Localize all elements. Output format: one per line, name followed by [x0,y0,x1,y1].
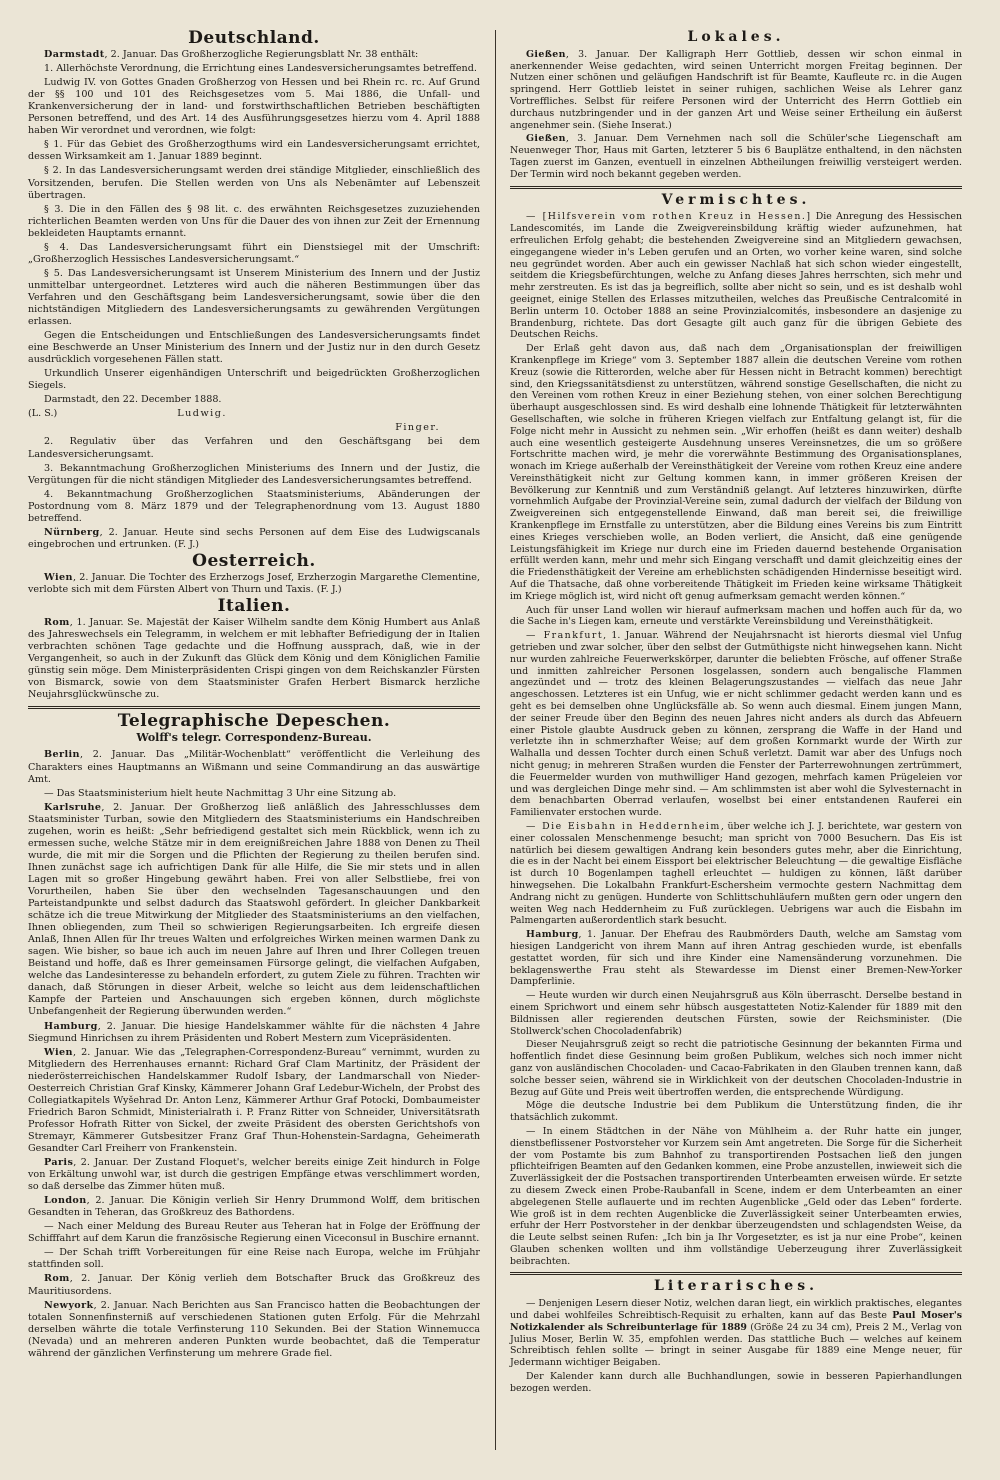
article-paris [28,1157,480,1193]
seal-mark: (L. S.) [28,408,58,420]
article-text: , über welche ich J. J. berichtete, war gestern von einer colossalen Menschenmenge besucht; man spricht von 7000 Besuchern. Das Eis ist natürlich bei diesem gewaltigen Andrang kein besonders gutes mehr, aber die Einrichtung, die es in der Nacht bei einem Eissport bei elektrischer Beleuchtung — die gewaltige Eisfläche ist durch 10 Bogenlampen taghell erleuchtet — huldigen zu können, läßt darüber hinwegsehen. Die Lokalbahn Frankfurt-Eschersheim vermochte gestern Nachmittag dem Andrang nicht zu genügen. Hunderte von Schlittschuhläufern mußten gern oder ungern den weiten Weg nach Heddernheim zu Fuß zurücklegen. Uebrigens war auch die Eisbahn im Palmengarten außerordentlich stark besucht. [510,821,963,927]
seal-line [28,408,480,420]
paragraph: — Der Schah trifft Vorbereitungen für eine Reise nach Europa, welche im Frühjahr stattfinden soll. [28,1247,480,1271]
paragraph: — Das Staatsministerium hielt heute Nachmittag 3 Uhr eine Sitzung ab. [44,787,397,799]
right-column [510,28,962,1397]
paragraph: § 2. In das Landesversicherungsamt werden drei ständige Mitglieder, einschließlich des Vorsitzenden, berufen. Die Stellen werden von Uns als Nebenämter auf Lebenszeit übertragen. [28,165,480,201]
article-giessen-1 [510,49,962,132]
article-text: , 2. Januar. Wie das „Telegraphen-Correspondenz-Bureau“ vernimmt, wurden zu Mitgliedern des Herrenhauses ernannt: Richard Graf Clam Martinitz, der Präsident der niederösterreichischen Handelskammer Rudolf Isbary, der Landmarschall von Nieder-Oesterreich Christian Graf Kinsky, Kämmerer Johann Graf Ledebur-Wicheln, der Probst des Collegiatkapitels Wyšehrad Dr. Anton Lenz, Kämmerer Arthur Graf Potocki, Dombaumeister Friedrich Baron Schmidt, Ministerialrath i. P. Franz Ritter von Schneider, Universitätsrath Professor Hofrath Ritter von Sickel, der zweite Präsident des obersten Gerichtshofs von Stremayr, Kämmerer Gutsbesitzer Franz Graf Thun-Hohenstein-Sardagna, Geheimerath Gesandter Carl Freiherr von Frankenstein. [28,1046,480,1154]
paragraph: Der Erlaß geht davon aus, daß nach dem „Organisationsplan der freiwilligen Krankenpflege im Kriege“ vom 3. September 1887 allein die deutschen Vereine vom rothen Kreuz (sowie die Ritterorden, welche aber für Hessen nicht in Betracht kommen) berechtigt sind, den Kriegssanitätsdienst zu unterstützen, während sonstige Gesellschaften, die nicht zu den Vereinen vom rothen Kreuz in einer Beziehung stehen, von einer solchen Berechtigung überhaupt ausgeschlossen sind. Es wird deshalb eine lohnende Thätigkeit für letzterwähnten Gesellschaften, wie solche in früheren Kriegen vielfach zur Entfaltung gelangt ist, für die Folge nicht mehr in Aussicht zu nehmen sein. „Wir erhoffen (heißt es dann weiter) deshalb auch eine wesentlich gesteigerte Ausdehnung unseres Vereinsnetzes, die um so größere Fortschritte machen wird, je mehr die vorerwähnte Bestimmung des Organisationsplanes, wonach im Kriege außerhalb der Vereinsthätigkeit der Vereine vom rothen Kreuz eine andere Vereinsthätigkeit nicht zur Geltung kommen kann, in immer größeren Kreisen der Bevölkerung zur Kenntniß und zum Verständniß gelangt. Auf letzteres hinzuwirken, dürfte vornehmlich Aufgabe der Provinzial-Vereine sein, zumal dadurch der vielfach der Bildung von Zweigvereinen sich entgegenstellende Einwand, daß man bereit sei, die freiwillige Krankenpflege im Ernstfalle zu unterstützen, aber die Bildung eines Vereins bis zum Eintritt eines Krieges verschieben wolle, an Boden verliert, die Ansicht, daß eine genügende Leistungsfähigkeit im Kriege nur durch eine im Frieden dauernd bestehende Organisation erfüllt werden kann, mehr und mehr sich Eingang verschafft und damit gleichzeitig eines der die Friedensthätigkeit der Vereine am erheblichsten schädigenden Hindernisse beseitigt wird. Auf die Thatsache, daß ohne vorbereitende Thätigkeit im Frieden keine wirksame Thätigkeit im Kriege möglich ist, wird nicht oft genug aufmerksam gemacht werden können.“ [510,343,962,602]
dateline: — [Hilfsverein vom rothen Kreuz in Hessen.] [526,211,812,223]
article-text: , 2. Januar. Die Königin verlieh Sir Henry Drummond Wolff, dem britischen Gesandten in Teheran, das Großkreuz des Bathordens. [28,1195,480,1219]
paragraph: Urkundlich Unserer eigenhändigen Unterschrift und beigedrückten Großherzoglichen Siegels. [28,368,480,392]
article-koeln: — Heute wurden wir durch einen Neujahrsgruß aus Köln überrascht. Derselbe bestand in einem Sprichwort und einem sehr hübsch ausgestatteten Notiz-Kalender für 1889 mit den Bildnissen aller regierenden deutschen Fürsten, sowie der Reichsminister. (Die Stollwerck'schen Chocoladenfabrik) [510,990,962,1037]
paragraph: — Nach einer Meldung des Bureau Reuter aus Teheran hat in Folge der Eröffnung der Schifffahrt auf dem Karun die französische Regierung einen Viceconsul in Buschire ernannt. [28,1221,480,1245]
section-heading-oesterreich: Oesterreich. [192,550,316,571]
dateline: London [44,1195,87,1207]
paragraph: 4. Bekanntmachung Großherzoglichen Staatsministeriums, Abänderungen der Postordnung vom 8. März 1879 und der Telegraphenordnung vom 13. August 1880 betreffend. [28,488,480,524]
article-text: , 2. Januar. Die Tochter des Erzherzogs Josef, Erzherzogin Margarethe Clementine, verlobte sich mit dem Fürsten Albert von Thurn und Taxis. (F. J.) [28,571,480,595]
article-rom-telegr [28,1273,480,1297]
paragraph: § 1. Für das Gebiet des Großherzogthums wird ein Landesversicherungsamt errichtet, dessen Wirksamkeit am 1. Januar 1889 beginnt. [28,139,480,163]
section-divider [510,1272,962,1275]
section-heading-vermischtes: Vermischtes. [661,191,811,208]
section-heading-italien: Italien. [217,596,291,617]
section-heading-deutschland: Deutschland. [188,28,320,48]
article-berlin [28,749,480,785]
column-divider [495,30,496,1450]
article-karlsruhe [28,802,480,1019]
article-nuernberg [28,527,480,551]
article-text: , 3. Januar. Dem Vernehmen nach soll die Schüler'sche Liegenschaft am Neuenweger Thor, Haus mit Garten, letzterer 5 bis 6 Bauplätze enthaltend, in den nächsten Tagen zuerst im Ganzen, eventuell in einzelnen Abtheilungen freiwillig versteigert werden. Der Termin wird noch bekannt gegeben werden. [510,133,962,180]
article-text: (Größe 24 zu 34 cm), Preis 2 M., Verlag von Julius Moser, Berlin W. 35, empfohlen werden. Das stattliche Buch — welches auf keinem Schreibtisch fehlen sollte — bringt in seiner Ausgabe für 1889 eine Menge neuer, für Jedermann wichtiger Beigaben. [510,1321,962,1369]
paragraph: Dieser Neujahrsgruß zeigt so recht die patriotische Gesinnung der bekannten Firma und hoffentlich findet diese Gesinnung beim großen Publikum, welches sich noch immer nicht ganz von ausländischen Chocoladen- und Cacao-Fabrikaten in den Glauben trennen kann, daß solche besser seien, während sie in Wirklichkeit von der deutschen Chocoladen-Industrie in Bezug auf Güte und Preis weit übertroffen werden, die entsprechende Würdigung. [510,1039,962,1098]
article-newyork [28,1300,480,1360]
paragraph: Auch für unser Land wollen wir hierauf aufmerksam machen und hoffen auch für da, wo die Sache in's Liegen kam, erneute und verstärkte Vereinsbildung und Vereinsthätigkeit. [510,604,962,628]
dateline: Wien [44,1046,73,1058]
dateline: Gießen [526,133,566,145]
dateline: Nürnberg [44,526,100,538]
section-subheading: Wolff's telegr. Correspondenz-Bureau. [136,731,372,745]
article-wien [28,572,480,596]
dateline: Hamburg [44,1020,98,1032]
signature-finger: Finger. [395,422,440,434]
article-rom [28,617,480,701]
article-text: Die Anregung des Hessischen Landescomités, im Lande die Zweigvereinsbildung kräftig wieder aufzunehmen, hat erfreulichen Erfolg gehabt; die bestehenden Zweigvereine sind an Mitgliedern gewachsen, eingegangene wieder in's Leben gerufen und an Orten, wo vorher keine waren, sind solche neu gegründet worden. Aber auch ein gewisser Nachlaß hat sich schon wieder eingestellt, seitdem die Kriegsbefürchtungen, welche zu Anfang dieses Jahres herrschten, sich mehr und mehr zerstreuten. Es ist das ja begreiflich, sollte aber nicht so sein, und es ist deshalb wohl geeignet, einige Stellen des Erlasses mitzutheilen, welches das Preußische Centralcomité in Berlin unterm 10. October 1888 an seine Provinzialcomités, insbesondere an dasjenige zu Brandenburg, richtete. Das dort Gesagte gilt auch ganz für die übrigen Gebiete des Deutschen Reichs. [510,211,962,341]
dateline: Gießen [526,48,566,60]
dateline: Berlin [44,749,80,761]
left-column [28,28,480,1362]
book-title: Paul Moser's Notizkalender als Schreibunterlage für 1889 [510,1310,962,1333]
paragraph: Möge die deutsche Industrie bei dem Publikum die Unterstützung finden, die ihr thatsächlich zukommt. [510,1100,962,1124]
paragraph: Ludwig IV. von Gottes Gnaden Großherzog von Hessen und bei Rhein rc. rc. Auf Grund der §§ 100 und 101 des Reichsgesetzes vom 5. Mai 1886, die Unfall- und Krankenversicherung der in land- und forstwirthschaftlichen Betrieben beschäftigten Personen betreffend, und des Art. 14 des Ausführungsgesetzes hierzu vom 4. April 1888 haben Wir verordnet und verordnen, wie folgt: [28,77,480,137]
article-text: , 2. Januar. Der König verlieh dem Botschafter Bruck das Großkreuz des Mauritiusordens. [28,1273,480,1297]
article-wien-telegr [28,1047,480,1155]
dateline: Paris [44,1157,74,1169]
article-text: , 2. Januar. Das Großherzogliche Regierungsblatt Nr. 38 enthält: [104,49,419,61]
article-frankfurt [510,630,962,819]
article-text: , 1. Januar. Se. Majestät der Kaiser Wilhelm sandte dem König Humbert aus Anlaß des Jahreswechsels ein Telegramm, in welchem er mit lebhafter Befriedigung der in Italien verbrachten schönen Tage gedachte und die Hoffnung aussprach, daß, wie in der Vergangenheit, so auch in der Zukunft das Glück dem König und dem Königlichen Familie günstig sein möge. Dem Ministerpräsidenten Crispi gingen von dem Reichskanzler Fürsten von Bismarck, sowie von dem Staatsminister Grafen Herbert Bismarck herzliche Neujahrsglückwünsche zu. [28,617,480,701]
dateline: Darmstadt [44,49,105,61]
article-text: , 2. Januar. Der Großherzog ließ anläßlich des Jahresschlusses dem Staatsminister Turban, sowie den Mitgliedern des Staatsministeriums ein Handschreiben zugehen, worin es heißt: „Sehr befriedigend gestaltet sich mein Rückblick, wenn ich zu ermessen suche, welche Stätze mir in dem ereignißreichen Jahre 1888 von Denen zu Theil wurde, die mit mir die Sorgen und die Pflichten der Regierung zu theilen berufen sind. Ihnen zunächst sage ich aufrichtigen Dank für alle Hilfe, die Sie mir stets und in allen Lagen mit so großer Hingebung gewährt haben. Frei von aller Selbstliebe, frei von Vorurtheilen, haben Sie über den wechselnden Tagesanschauungen und den Parteistandpunkte und selbst dadurch das Staatswohl gefördert. In gleicher Dankbarkeit schätze ich die treue Mitwirkung der Mitglieder des Staatsministeriums an den vielfachen, Ihnen obliegenden, zum Theil so schwierigen Regierungsarbeiten. Ich ergreife diesen Anlaß, Ihnen Allen für Ihr treues Walten und erfolgreiches Wirken meinen warmen Dank zu sagen. Wie bisher, so baue ich auch im neuen Jahre auf Ihren und Ihrer Collegen treuen Beistand und hoffe, daß es Ihrer gemeinsamen Fürsorge gelingt, die vielfachen Aufgaben, welche das Landesinteresse zu behandeln erfordert, zu gutem Ziele zu führen. Trachten wir danach, daß Störungen in dieser Arbeit, welche so leicht aus dem leidenschaftlichen Kampfe der Parteien und Anschauungen sich ergeben können, durch möglichste Unbefangenheit der Regierung überwunden werden.“ [28,801,480,1018]
paragraph: Gegen die Entscheidungen und Entschließungen des Landesversicherungsamts findet eine Beschwerde an Unser Ministerium des Innern und der Justiz nur in den durch Gesetz ausdrücklich vorgesehenen Fällen statt. [28,330,480,366]
article-hamburg-vermischtes [510,929,962,988]
dateline: Karlsruhe [44,801,102,813]
paragraph: 1. Allerhöchste Verordnung, die Errichtung eines Landesversicherungsamtes betreffend. [44,63,477,75]
paragraph: 2. Regulativ über das Verfahren und den Geschäftsgang bei dem Landesversicherungsamt. [28,436,480,460]
article-text: , 1. Januar. Der Ehefrau des Raubmörders Dauth, welche am Samstag vom hiesigen Landgericht von ihrem Mann auf ihren Antrag geschieden wurde, ist ebenfalls gestattet worden, für sich und ihre Kinder eine Namensänderung vorzunehmen. Die beklagenswerthe Frau steht als Stewardesse im Dienst einer Bremen-New-Yorker Dampferlinie. [510,929,962,988]
dateline: Rom [44,1273,70,1285]
article-literarisches [510,1298,962,1369]
place-date: Darmstadt, den 22. December 1888. [44,394,222,406]
paragraph: 3. Bekanntmachung Großherzoglichen Ministeriums des Innern und der Justiz, die Vergütungen für die nicht ständigen Mitglieder des Landesversicherungsamtes betreffend. [28,462,480,486]
article-text: , 3. Januar. Der Kalligraph Herr Gottlieb, dessen wir schon einmal in anerkennender Weise gedachten, wird seinen Unterricht morgen Freitag beginnen. Der Nutzen einer schönen und geläufigen Handschrift ist für Beamte, Kaufleute rc. in die Augen springend. Herr Gottlieb leistet in seiner ruhigen, sachlichen Weise als Lehrer ganz Vortreffliches. Selbst für reifere Personen wird der Unterricht des Herrn Gottlieb ein durchaus nutzbringender und in der ganzen Art und Weise seiner Ertheilung ein äußerst angenehmer sein. (Siehe Inserat.) [510,48,962,131]
article-text: — Denjenigen Lesern dieser Notiz, welchen daran liegt, ein wirklich praktisches, elegantes und dabei wohlfeiles Schreibtisch-Requisit zu erhalten, kann auf das Beste [510,1298,962,1322]
dateline: Wien [44,571,73,583]
article-london [28,1195,480,1219]
paragraph: § 4. Das Landesversicherungsamt führt ein Dienstsiegel mit der Umschrift: „Großherzoglich Hessisches Landesversicherungsamt.“ [28,241,480,265]
section-divider [510,186,962,189]
article-giessen-2 [510,133,962,180]
paragraph: Der Kalender kann durch alle Buchhandlungen, sowie in besseren Papierhandlungen bezogen werden. [510,1371,962,1394]
dateline: — Frankfurt [526,630,604,642]
article-muelheim: — In einem Städtchen in der Nähe von Mühlheim a. der Ruhr hatte ein junger, dienstbeflissener Postvorsteher vor Kurzem sein Amt angetreten. Die Sorge für die Sicherheit der vom Postamte bis zum Bahnhof zu transportirenden Postsachen ließ den jungen pflichteifrigen Beamten auf den Gedanken kommen, eine Probe anzustellen, inwieweit sich die Zuverlässigkeit der die Postsachen transportirenden Unterbeamten erweisen würde. Er setzte zu diesem Zweck einen Probe-Raubanfall in Scene, indem er dem Unterbeamten an einer abgelegenen Stelle auflauerte und im rechten Augenblicke „Geld oder das Leben“ forderte. Wie groß ist in dem rechten Augenblicke die Zuverlässigkeit seiner Unterbeamten erwies, erfuhr der Herr Postvorsteher in der denkbar überzeugendsten und schlagendsten Weise, da die Leute selbst seinen Rufen: „Ich bin ja Ihr Vorgesetzter, es ist ja nur eine Probe“, keinen Glauben schenken wollten und ihm vollständige Ueberzeugung ihrer Zuverlässigkeit beibrachten. [510,1125,962,1267]
article-darmstadt [28,49,480,525]
dateline: Rom [44,617,70,629]
article-text: , 2. Januar. Heute sind sechs Personen auf dem Eise des Ludwigscanals eingebrochen und ertrunken. (F. J.) [28,526,480,550]
article-eisbahn [510,821,962,927]
article-text: , 2. Januar. Das „Militär-Wochenblatt“ veröffentlicht die Verleihung des Charakters eines Hauptmanns an Wißmann und seine Commandirung an das auswärtige Amt. [28,749,480,785]
paragraph: § 3. Die in den Fällen des § 98 lit. c. des erwähnten Reichsgesetzes zuzuziehenden richterlichen Beamten werden von Uns für die Dauer des von ihnen zur Zeit der Ernennung bekleideten Hauptamts ernannt. [28,203,480,239]
paragraph: § 5. Das Landesversicherungsamt ist Unserem Ministerium des Innern und der Justiz unmittelbar untergeordnet. Letzteres wird auch die näheren Bestimmungen über das Verfahren und den Geschäftsgang beim Landesversicherungsamt, sowie über die den nichtständigen Mitgliedern des Landesversicherungsamts zu gewährenden Vergütungen erlassen. [28,267,480,328]
article-text: , 1. Januar. Während der Neujahrsnacht ist hierorts diesmal viel Unfug getrieben und zwar solcher, über den selbst der Gutmüthigste nicht hinwegsehen kann. Nicht nur wurden zahlreiche Feuerwerkskörper, darunter die beliebten Frösche, auf offener Straße und inmitten zahlreicher Personen losgelassen, sondern auch bengalische Flammen angezündet und — trotz des kleinen Belagerungszustandes — vielfach das neue Jahr angeschossen. Letzteres ist ein Unfug, wie er nicht schlimmer gedacht werden kann und es geht es bei demselben ohne Unglücksfälle ab. So wenn auch diesmal. Einem jungen Mann, der seiner Freude über den Beginn des neuen Jahres nicht anders als durch das Abfeuern einer Pistole glaubte Ausdruck geben zu können, zersprang die Waffe in der Hand und verletzte ihn in schmerzhafter Weise; auf dem großen Kornmarkt wurde der Wirth zur Walhalla und dessen Tochter durch einen Schuß verletzt. Damit war aber des Unfugs noch nicht genug; in mehreren Straßen wurden die Fenster der Parterrewohnungen zertrümmert, die Feuermelder wurden von muthwilliger Hand gezogen, mehrfach kamen Prügeleien vor und was dergleichen Dinge mehr sind. — Am schlimmsten ist aber wohl die Sylvesternacht in dem benachbarten Oberrad verlaufen, woselbst bei einer entstandenen Rauferei ein Familienvater erstochen wurde. [510,630,962,819]
dateline: Newyork [44,1299,94,1311]
dateline: Hamburg [526,929,579,941]
signature-ludwig: Ludwig. [177,408,227,420]
section-divider [28,706,480,709]
section-heading-lokales: Lokales. [687,29,785,45]
article-text: , 2. Januar. Der Zustand Floquet's, welcher bereits einige Zeit hindurch in Folge von Erkältung unwohl war, ist durch die gestrigen Empfänge etwas verschlimmert worden, so daß derselbe das Zimmer hüten muß. [28,1157,480,1193]
section-heading-literarisches: Literarisches. [654,1278,818,1295]
article-text: , 2. Januar. Die hiesige Handelskammer wählte für die nächsten 4 Jahre Siegmund Hinrichsen zu ihrem Präsidenten und Robert Mestern zum Vicepräsidenten. [28,1020,480,1044]
section-heading-telegraphische-depeschen: Telegraphische Depeschen. [117,711,391,732]
article-text: , 2. Januar. Nach Berichten aus San Francisco hatten die Beobachtungen der totalen Sonnenfinsterniß auf verschiedenen Stationen guten Erfolg. Für die Mehrzahl derselben währte die totale Verfinsterung 110 Sekunden. Bei der Station Winnemucca (Nevada) und an mehreren anderen Punkten wurde beobachtet, daß die Temperatur während der gänzlichen Verfinsterung um mehrere Grade fiel. [28,1299,480,1359]
article-hamburg [28,1021,480,1045]
article-hilfsverein [510,211,962,341]
dateline: — Die Eisbahn in Heddernheim [526,821,721,832]
